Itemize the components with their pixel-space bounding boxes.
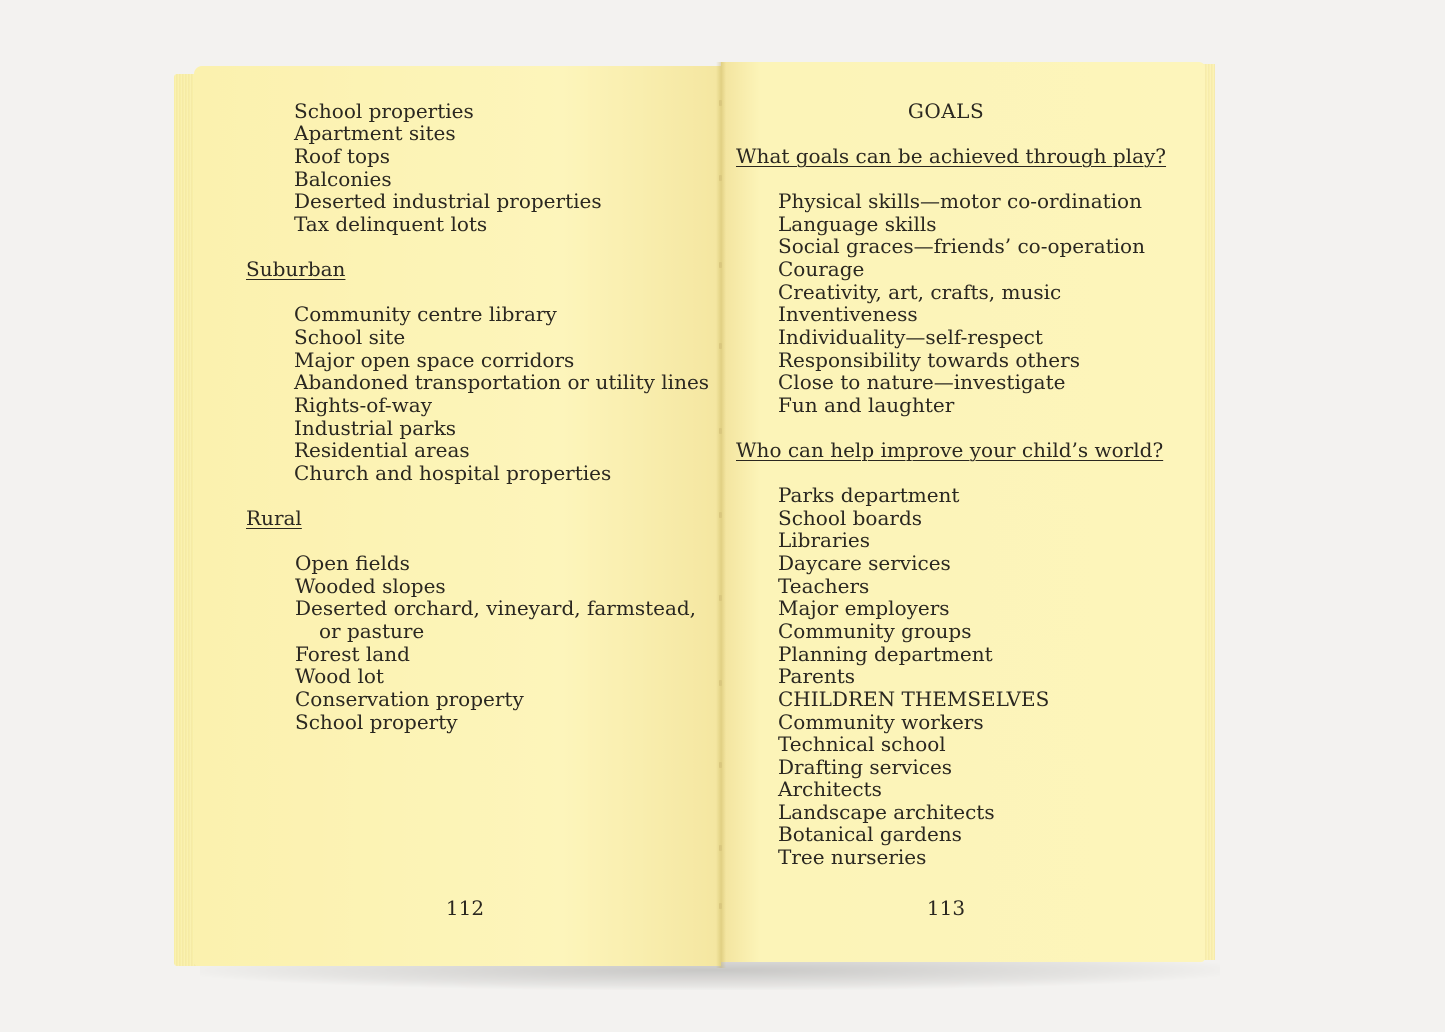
list-item: Tax delinquent lots — [294, 212, 488, 236]
list-item: Botanical gardens — [778, 822, 962, 846]
list-item: Rights-of-way — [294, 393, 433, 417]
list-item: Apartment sites — [294, 121, 456, 145]
list-item: Forest land — [295, 642, 410, 666]
list-item: Roof tops — [294, 144, 391, 168]
section-heading-suburban: Suburban — [246, 257, 346, 281]
list-item: Tree nurseries — [778, 845, 927, 869]
binding-stitch — [719, 762, 722, 768]
page-number-left: 112 — [445, 896, 485, 920]
binding-stitch — [719, 680, 722, 686]
page-title: GOALS — [907, 99, 985, 123]
binding-stitch — [719, 175, 722, 181]
list-item: Libraries — [778, 528, 871, 552]
list-item: Open fields — [295, 551, 410, 575]
list-item: Landscape architects — [778, 800, 995, 824]
list-item: School properties — [294, 99, 474, 123]
list-item: Physical skills—motor co-ordination — [778, 189, 1142, 213]
list-item: Drafting services — [778, 755, 953, 779]
list-item: Parks department — [778, 483, 960, 507]
binding-stitch — [719, 343, 722, 349]
list-item: Wooded slopes — [295, 574, 446, 598]
list-item: Parents — [778, 664, 856, 688]
list-item: CHILDREN THEMSELVES — [778, 687, 1050, 711]
section-heading-rural: Rural — [246, 506, 302, 530]
list-item: Wood lot — [295, 664, 384, 688]
list-item-continuation: or pasture — [319, 619, 425, 643]
list-item: Community workers — [778, 710, 984, 734]
list-item: Language skills — [778, 212, 937, 236]
list-item: Deserted orchard, vineyard, farmstead, — [295, 596, 697, 620]
list-item: Social graces—friends’ co-operation — [778, 234, 1145, 258]
list-item: Planning department — [778, 642, 993, 666]
list-item: Major open space corridors — [294, 348, 575, 372]
binding-stitch — [719, 845, 722, 851]
list-item: Fun and laughter — [778, 393, 955, 417]
list-item: Deserted industrial properties — [294, 189, 602, 213]
binding-stitch — [719, 512, 722, 518]
question-heading-goals: What goals can be achieved through play? — [736, 144, 1167, 168]
list-item: Creativity, art, crafts, music — [778, 280, 1062, 304]
question-heading-helpers: Who can help improve your child’s world? — [736, 438, 1164, 462]
list-item: School site — [294, 325, 406, 349]
list-item: Inventiveness — [778, 302, 918, 326]
binding-stitch — [719, 903, 722, 909]
list-item: Daycare services — [778, 551, 951, 575]
binding-stitch — [719, 595, 722, 601]
list-item: Residential areas — [294, 438, 470, 462]
list-item: School boards — [778, 506, 923, 530]
list-item: Teachers — [778, 574, 870, 598]
list-item: Conservation property — [295, 687, 524, 711]
binding-stitch — [719, 262, 722, 268]
list-item: Technical school — [778, 732, 946, 756]
list-item: Community groups — [778, 619, 972, 643]
list-item: Responsibility towards others — [778, 348, 1080, 372]
list-item: Abandoned transportation or utility lines — [294, 370, 710, 394]
page-number-right: 113 — [926, 896, 966, 920]
list-item: School property — [295, 710, 458, 734]
list-item: Architects — [778, 777, 882, 801]
binding-stitch — [719, 100, 722, 106]
list-item: Individuality—self-respect — [778, 325, 1043, 349]
list-item: Church and hospital properties — [294, 461, 612, 485]
list-item: Courage — [778, 257, 865, 281]
list-item: Balconies — [294, 167, 392, 191]
list-item: Industrial parks — [294, 416, 457, 440]
list-item: Community centre library — [294, 302, 557, 326]
list-item: Major employers — [778, 596, 950, 620]
binding-stitch — [719, 428, 722, 434]
list-item: Close to nature—investigate — [778, 370, 1066, 394]
